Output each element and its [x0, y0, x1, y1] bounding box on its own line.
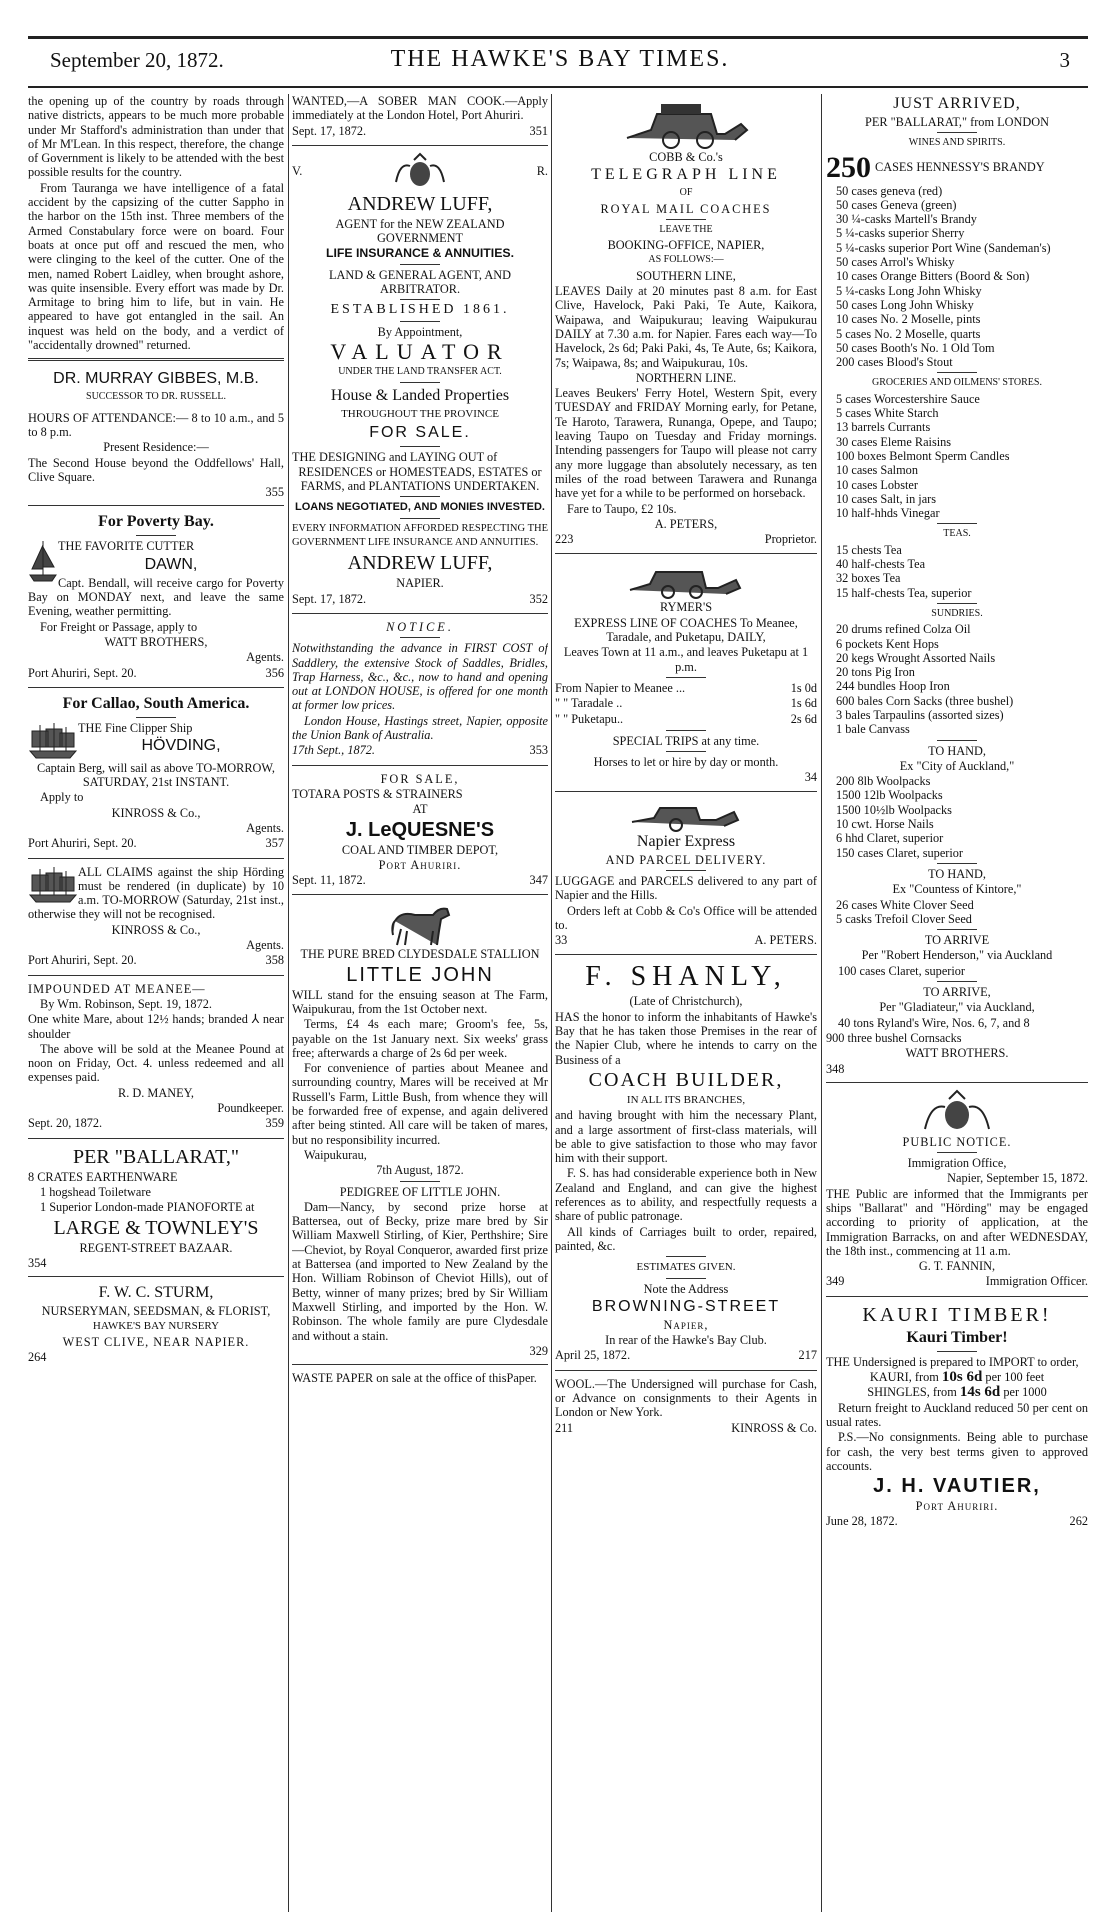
ad-heading: PER "BALLARAT,"	[73, 1145, 239, 1168]
ad-place: Port Ahuriri.	[378, 857, 462, 872]
sundries-list	[826, 622, 1088, 736]
list-item: 15 half-chests Tea, superior	[836, 585, 972, 600]
fare-price: 1s 0d	[790, 680, 817, 695]
ad-number: 329	[529, 1343, 548, 1358]
fare-route: " " Puketapu..	[555, 711, 624, 726]
ad-line: Fare to Taupo, £2 10s.	[567, 501, 677, 516]
ad-heading: For Callao, South America.	[62, 694, 250, 712]
ad-line: SPECIAL TRIPS at any time.	[612, 733, 760, 748]
agent-title: LAND & GENERAL AGENT, AND ARBITRATOR.	[328, 267, 512, 297]
list-item: 5 ¼-casks superior Port Wine (Sandeman's)	[836, 240, 1051, 255]
officer-role: Poundkeeper.	[217, 1101, 284, 1116]
ad-body: Capt. Bendall, will receive cargo for Poverty Bay on MONDAY next, and leave the same Evening, weather permitting.	[28, 575, 284, 619]
clipper-ship-icon	[28, 721, 78, 761]
ad-date: 7th August, 1872.	[376, 1163, 464, 1178]
list-item: 10 half-hhds Vinegar	[836, 506, 940, 521]
agent-role: Agents.	[246, 938, 284, 953]
ad-subheading: Kauri Timber!	[906, 1328, 1008, 1346]
doctor-name: DR. MURRAY GIBBES, M.B.	[53, 370, 259, 388]
list-item: 26 cases White Clover Seed	[836, 897, 974, 912]
ad-date: Sept. 17, 1872.	[292, 123, 367, 138]
officer-name: R. D. MANEY,	[118, 1085, 194, 1100]
section-heading: TO HAND,	[928, 866, 986, 881]
ad-body: THE Public are informed that the Immigrants per ships "Ballarat" and "Hörding" may be engaged according to priority of application, at the Immigration Barracks, on and after WEDNESDAY, the 18th inst., commencing at 11 a.m.	[826, 1186, 1088, 1258]
royal-arms-icon	[390, 152, 450, 192]
list-item: 10 cases Salt, in jars	[836, 491, 937, 506]
list-item: 10 cases Lobster	[836, 477, 918, 492]
ad-body: Dam—Nancy, by second prize horse at Battersea, out of Becky, prize mare bred by Sir William Maxwell Stirling, of Kier, Perthshire; Sire—Cheviot, by Royal Conqueror, awarded first prize at Battersea (and imported to New Zealand by the Hon. William Robinson of Cheviot Hills), out of Betty, winner of many prizes; bred by Sir William Maxwell Stirling, and imported by the Hon. W. Robinson. The whole family are pure Clydesdale and without a stain.	[292, 1199, 548, 1343]
ad-body: EXPRESS LINE OF COACHES To Meanee, Taradale, and Puketapu, DAILY,	[574, 615, 798, 645]
ad-number: 358	[265, 953, 284, 968]
ad-heading: KAURI TIMBER!	[862, 1303, 1052, 1326]
to-hand-list	[826, 774, 1088, 860]
ad-heading: FOR SALE,	[380, 771, 460, 786]
agent-name: ANDREW LUFF,	[347, 552, 493, 575]
quantity-250: 250	[826, 150, 871, 184]
list-item: 5 cases No. 2 Moselle, quarts	[836, 326, 981, 341]
ad-line: Leaves Town at 11 a.m., and leaves Puketapu at 1 p.m.	[563, 645, 809, 674]
ad-number: 352	[529, 591, 548, 606]
ad-line: By Appointment,	[377, 324, 463, 339]
list-item: 100 boxes Belmont Sperm Candles	[836, 448, 1010, 463]
ad-number: 351	[529, 123, 548, 138]
sailing-ship-icon	[28, 539, 58, 583]
list-item: 30 ¼-casks Martell's Brandy	[836, 212, 977, 227]
list-item: 30 cases Eleme Raisins	[836, 434, 952, 449]
ad-date: April 25, 1872.	[555, 1348, 631, 1363]
price-unit: per 1000	[1003, 1385, 1047, 1400]
ad-body: HAS the honor to inform the inhabitants of Hawke's Bay that he has taken those Premises in the rear of the Napier Club, where he intends to carry on the Business of a	[555, 1009, 817, 1067]
column-3	[555, 94, 817, 1916]
list-item: 32 boxes Tea	[836, 571, 901, 586]
ad-heading: Napier Express	[636, 832, 736, 850]
ad-heading: For Poverty Bay.	[98, 513, 214, 531]
ship-line: Per "Robert Henderson," via Auckland	[861, 948, 1053, 963]
ad-place: Port Ahuriri, Sept. 20.	[28, 836, 137, 851]
ad-line: IN ALL ITS BRANCHES,	[626, 1093, 746, 1106]
ad-date: Napier, September 15, 1872.	[947, 1171, 1088, 1186]
ad-place: Napier,	[663, 1317, 709, 1332]
doctor-hours: HOURS OF ATTENDANCE:— 8 to 10 a.m., and 5 to 8 p.m.	[28, 410, 284, 439]
ad-number: 262	[1069, 1514, 1088, 1529]
proprietor-name: A. PETERS,	[654, 516, 718, 531]
ad-heading: House & Landed Properties	[330, 387, 510, 405]
firm-address: BROWNING-STREET	[591, 1297, 781, 1315]
newspaper-title: THE HAWKE'S BAY TIMES.	[390, 46, 730, 72]
insurance-heading: LIFE INSURANCE & ANNUITIES.	[325, 246, 515, 261]
list-item: 40 half-chests Tea	[836, 557, 926, 572]
ad-date: June 28, 1872.	[826, 1514, 898, 1529]
issue-date: September 20, 1872.	[50, 48, 224, 72]
ad-body: Return freight to Auckland reduced 50 per cent on usual rates.	[826, 1400, 1088, 1429]
list-item: 5 casks Trefoil Clover Seed	[836, 911, 972, 926]
route-heading: SOUTHERN LINE,	[636, 268, 736, 283]
ad-date: Sept. 20, 1872.	[28, 1116, 103, 1131]
ad-line: THE FAVORITE CUTTER	[58, 539, 195, 554]
agent-role: Agents.	[246, 820, 284, 835]
horse-icon	[385, 901, 455, 947]
ad-heading: RYMER'S	[659, 600, 713, 615]
ad-date: Sept. 11, 1872.	[292, 873, 366, 888]
list-item: 20 drums refined Colza Oil	[836, 622, 971, 637]
firm-name: F. SHANLY,	[585, 961, 787, 993]
list-item: 10 cwt. Horse Nails	[836, 817, 934, 832]
ad-line: 1 Superior London-made PIANOFORTE at	[40, 1200, 255, 1215]
ad-place: Waipukurau,	[304, 1147, 367, 1162]
ad-body: Captain Berg, will sail as above TO-MORROW, SATURDAY, 21st INSTANT.	[37, 760, 275, 790]
section-heading: GROCERIES AND OILMENS' STORES.	[872, 377, 1042, 389]
ad-body: EVERY INFORMATION AFFORDED RESPECTING THE GOVERNMENT LIFE INSURANCE AND ANNUITIES.	[292, 522, 548, 549]
list-item: 20 kegs Wrought Assorted Nails	[836, 650, 996, 665]
firm-address: WEST CLIVE, NEAR NAPIER.	[62, 1334, 250, 1349]
ad-body: THE DESIGNING and LAYING OUT of	[292, 449, 498, 464]
ad-body: WANTED,—A SOBER MAN COOK.—Apply immediately at the London Hotel, Port Ahuriri.	[292, 94, 548, 123]
section-heading: TO ARRIVE	[924, 933, 990, 948]
ad-heading: THE PURE BRED CLYDESDALE STALLION	[300, 947, 540, 962]
list-item: 600 bales Corn Sacks (three bushel)	[836, 693, 1014, 708]
ad-body: RESIDENCES or HOMESTEADS, ESTATES or FARMS, and PLANTATIONS UNDERTAKEN.	[298, 464, 542, 494]
ad-line: THE Fine Clipper Ship	[78, 720, 193, 735]
valuator-heading: VALUATOR	[330, 338, 510, 364]
ad-line: BOOKING-OFFICE, NAPIER,	[607, 238, 765, 253]
ship-line: Per "Gladiateur," via Auckland,	[879, 1000, 1035, 1015]
agent-title: AGENT for the NEW ZEALAND GOVERNMENT	[335, 216, 505, 246]
ad-place: Port Ahuriri.	[915, 1499, 999, 1514]
page-number: 3	[1059, 48, 1070, 72]
clipper-ship-icon	[28, 865, 78, 905]
ship-line: Ex "City of Auckland,"	[899, 758, 1015, 773]
list-item: 244 bundles Hoop Iron	[836, 679, 950, 694]
royal-monogram-r: R.	[536, 164, 548, 179]
list-item: 15 chests Tea	[836, 542, 902, 557]
express-cart-icon	[626, 798, 746, 832]
ship-name: DAWN,	[144, 555, 198, 573]
list-item: 10 cases Orange Bitters (Boord & Son)	[836, 269, 1030, 284]
ad-line: COBB & Co.'s	[649, 150, 723, 164]
ad-body: WASTE PAPER on sale at the office of thisPaper.	[292, 1371, 537, 1386]
ad-number: 34	[804, 770, 817, 785]
section-heading: SUNDRIES.	[931, 607, 983, 619]
coach-icon	[626, 560, 746, 600]
column-1	[28, 94, 284, 1916]
ad-number: 264	[28, 1350, 47, 1364]
ad-body: WILL stand for the ensuing season at The Farm, Waipukurau, from the 1st October next.	[292, 987, 548, 1016]
list-item: 6 hhd Claret, superior	[836, 831, 944, 846]
ad-number: 355	[265, 485, 284, 500]
ad-line: TOTARA POSTS & STRAINERS	[292, 786, 463, 801]
price-value: 10s 6d	[941, 1369, 983, 1386]
ad-number: 349	[826, 1274, 845, 1289]
ad-date: Sept. 17, 1872.	[292, 591, 367, 606]
ad-number: 354	[28, 1255, 47, 1270]
firm-name: F. W. C. STURM,	[98, 1284, 214, 1302]
royal-arms-icon	[917, 1089, 997, 1135]
tea-list	[826, 543, 1088, 600]
masthead	[40, 40, 1080, 80]
to-hand-list	[826, 898, 1088, 927]
ad-body: THE Undersigned is prepared to IMPORT to order,	[826, 1354, 1079, 1369]
ad-body: P.S.—No consignments. Being able to purchase for cash, the very best terms given to approved accounts.	[826, 1430, 1088, 1473]
ad-address: London House, Hastings street, Napier, opposite the Union Bank of Australia.	[292, 713, 548, 743]
section-heading: TO HAND,	[928, 743, 986, 758]
proprietor-role: Proprietor.	[764, 532, 817, 547]
ad-body: and having brought with him the necessary Plant, and a large assortment of first-class materials, will be able to give satisfaction to those who may favor him with their support.	[555, 1108, 817, 1166]
ad-line: 8 CRATES EARTHENWARE	[28, 1169, 178, 1184]
product-line: CASES HENNESSY'S BRANDY	[875, 159, 1045, 174]
ad-heading: FOR SALE.	[369, 423, 471, 441]
ship-line: Ex "Countess of Kintore,"	[892, 882, 1022, 897]
ad-heading: COACH BUILDER,	[588, 1068, 784, 1091]
ad-number: 217	[798, 1348, 817, 1363]
royal-monogram-v: V.	[292, 164, 303, 179]
ad-line: For Freight or Passage, apply to	[40, 619, 198, 634]
list-item: 10 cases Salmon	[836, 463, 918, 478]
mail-coach-icon	[621, 94, 751, 150]
ad-number: 33	[555, 933, 568, 948]
ad-body: For convenience of parties about Meanee and surrounding country, Mares will be received at Mr Russell's Farm, Little Bush, from whence they will be forwarded free of expense, and again delivered after being stinted. All care will be taken of mares, but no responsibility incurred.	[292, 1061, 548, 1147]
fare-price: 1s 6d	[790, 696, 817, 711]
ad-heading: PEDIGREE OF LITTLE JOHN.	[339, 1184, 501, 1199]
list-item: 50 cases Arrol's Whisky	[836, 255, 955, 270]
list-item: 3 bales Tarpaulins (assorted sizes)	[836, 707, 1004, 722]
firm-trade: COAL AND TIMBER DEPOT,	[341, 842, 499, 857]
ad-heading: IMPOUNDED AT MEANEE—	[28, 981, 206, 996]
ad-number: 357	[265, 836, 284, 851]
ad-heading: NOTICE.	[386, 619, 454, 634]
ad-line: AS FOLLOWS:—	[648, 254, 724, 266]
firm-name: KINROSS & Co.	[731, 1420, 817, 1435]
stores-list	[826, 392, 1088, 521]
doctor-successor: SUCCESSOR TO DR. RUSSELL.	[86, 391, 226, 403]
list-item: 5 cases White Starch	[836, 406, 939, 421]
price-value: 14s 6d	[959, 1384, 1001, 1401]
doctor-residence: Present Residence:—	[103, 440, 209, 455]
list-item: 900 three bushel Cornsacks	[826, 1030, 962, 1045]
ad-line: LEAVE THE	[659, 223, 713, 235]
fare-route: From Napier to Meanee ...	[555, 680, 686, 695]
firm-name: J. LeQUESNE'S	[345, 818, 495, 841]
established: ESTABLISHED 1861.	[330, 302, 510, 318]
firm-name: WATT BROTHERS.	[905, 1046, 1009, 1061]
ad-number: 356	[265, 665, 284, 680]
agent-name: WATT BROTHERS,	[104, 634, 208, 649]
ad-line: Apply to	[40, 790, 84, 805]
list-item: 50 cases Booth's No. 1 Old Tom	[836, 340, 995, 355]
section-heading: TEAS.	[943, 528, 971, 540]
list-item: 20 tons Pig Iron	[836, 665, 915, 680]
ad-number: 223	[555, 532, 574, 547]
price-item: KAURI, from	[869, 1370, 939, 1385]
ad-body: Notwithstanding the advance in FIRST COST of Saddlery, the extensive Stock of Saddles, Bridles, Trap Harness, &c., &c., now to hand and opening out at LONDON HOUSE, is offered for one month at former low prices.	[292, 641, 548, 713]
agent-name: KINROSS & Co.,	[111, 805, 201, 820]
ad-body: WOOL.—The Undersigned will purchase for Cash, or Advance on consignments to their Agents in London or New York.	[555, 1376, 817, 1420]
list-item: 1500 12lb Woolpacks	[836, 788, 943, 803]
doctor-address: The Second House beyond the Oddfellows' Hall, Clive Square.	[28, 455, 284, 484]
ad-heading: JUST ARRIVED,	[893, 95, 1021, 112]
ad-line: Horses to let or hire by day or month.	[593, 755, 779, 770]
ad-number: 211	[555, 1420, 573, 1435]
price-item: SHINGLES, from	[867, 1385, 957, 1400]
spirits-list	[826, 184, 1088, 370]
route-heading: NORTHERN LINE.	[635, 370, 737, 385]
ad-line: Note the Address	[643, 1281, 729, 1296]
list-item: 50 cases Geneva (green)	[836, 197, 957, 212]
ad-number: 348	[826, 1061, 845, 1076]
list-item: 150 cases Claret, superior	[836, 845, 964, 860]
ad-line: In rear of the Hawke's Bay Club.	[605, 1333, 767, 1348]
news-paragraph: the opening up of the country by roads through native districts, appears to be much more probable under Mr Stafford's administration than under that of Mr M'Lean. In this respect, therefore, the change of Government is likely to be attended with the best possible results for the country.	[28, 94, 284, 180]
section-heading: WINES AND SPIRITS.	[908, 137, 1006, 149]
firm-trade: NURSERYMAN, SEEDSMAN, & FLORIST,	[41, 1304, 271, 1319]
ad-body: ALL CLAIMS against the ship Hörding must be rendered (in duplicate) by 10 a.m. TO-MORROW (Saturday, 21st inst., otherwise they will not be recognised.	[28, 864, 284, 922]
ad-line: AND PARCEL DELIVERY.	[605, 852, 767, 867]
ad-number: 359	[265, 1116, 284, 1131]
stallion-name: LITTLE JOHN	[346, 963, 494, 986]
agent-name: ANDREW LUFF,	[347, 192, 493, 215]
agent-name: KINROSS & Co.,	[111, 922, 201, 937]
section-heading: TO ARRIVE,	[923, 985, 991, 1000]
list-item: 40 tons Ryland's Wire, Nos. 6, 7, and 8	[838, 1015, 1030, 1030]
ad-date: 17th Sept., 1872.	[292, 743, 375, 758]
ad-place: Port Ahuriri, Sept. 20.	[28, 953, 137, 968]
proprietor-name: A. PETERS.	[754, 933, 817, 948]
ad-line: LOANS NEGOTIATED, AND MONIES INVESTED.	[295, 501, 545, 514]
list-item: 5 ¼-casks Long John Whisky	[836, 283, 982, 298]
route-body: Leaves Beukers' Ferry Hotel, Western Spit, every TUESDAY and FRIDAY Morning early, for Petane, Te Haroto, Tarawera, Runanga, Opepe, and Taupo; leaving Taupo on Tuesday and Friday mornings. Intending passengers for Taupo will please not carry any more luggage than absolutely necessary, as ten miles of the road between Tarawera and Runanga have yet for a while to be performed on horseback.	[555, 386, 817, 501]
nursery-name: HAWKE'S BAY NURSERY	[92, 1320, 220, 1333]
list-item: 6 pockets Kent Hops	[836, 636, 939, 651]
column-4	[826, 94, 1088, 1916]
ad-number: 353	[529, 743, 548, 758]
ad-place: NAPIER.	[396, 576, 444, 591]
list-item: 10 cases No. 2 Moselle, pints	[836, 312, 981, 327]
ad-place: Port Ahuriri, Sept. 20.	[28, 665, 137, 680]
officer-role: Immigration Officer.	[985, 1274, 1088, 1289]
list-item: 200 cases Blood's Stout	[836, 355, 953, 370]
list-item: 5 cases Worcestershire Sauce	[836, 391, 980, 406]
column-2	[292, 94, 548, 1916]
agent-role: Agents.	[246, 650, 284, 665]
officer-name: G. T. FANNIN,	[918, 1259, 996, 1274]
list-item: 5 ¼-casks superior Sherry	[836, 226, 965, 241]
ad-body: F. S. has had considerable experience both in New Zealand and England, and can give the highest references as to ability, and respectfully requests a share of public patronage.	[555, 1166, 817, 1224]
firm-name: J. H. VAUTIER,	[873, 1475, 1041, 1498]
ad-line: AT	[412, 802, 428, 817]
price-unit: per 100 feet	[985, 1370, 1045, 1385]
list-item: 50 cases Long John Whisky	[836, 297, 974, 312]
ad-heading: ROYAL MAIL COACHES	[600, 201, 772, 216]
list-item: 200 8lb Woolpacks	[836, 774, 931, 789]
ad-line: Immigration Office,	[907, 1156, 1007, 1171]
list-item: 1500 10½lb Woolpacks	[836, 802, 952, 817]
route-body: LEAVES Daily at 20 minutes past 8 a.m. for East Clive, Havelock, Paki Paki, Te Aute, Kaikora, Waipawa, and Waipukurau; leaving Waipukurau DAILY at 7.30 a.m. for Napier. Fares each way—To Havelock, 2s 6d; Paki Paki, 4s, Te Aute, 6s; Kaikora, 7s; Waipawa, 8s; and Waipukurau, 10s.	[555, 284, 817, 370]
list-item: 100 cases Claret, superior	[838, 963, 966, 978]
ad-line: (Late of Christchurch),	[629, 994, 743, 1009]
fare-price: 2s 6d	[790, 711, 817, 726]
firm-address: REGENT-STREET BAZAAR.	[79, 1240, 233, 1255]
ad-line: UNDER THE LAND TRANSFER ACT.	[338, 365, 502, 377]
ship-name: HÖVDING,	[141, 737, 221, 755]
ad-line: By Wm. Robinson, Sept. 19, 1872.	[40, 996, 212, 1011]
ad-body: LUGGAGE and PARCELS delivered to any part of Napier and the Hills.	[555, 873, 817, 903]
ad-body: One white Mare, about 12½ hands; branded ⅄ near shoulder	[28, 1012, 284, 1041]
ad-line: PER "BALLARAT," from LONDON	[864, 115, 1049, 129]
ad-body: Terms, £4 4s each mare; Groom's fee, 5s, payable on the 1st January next. Six weeks' grass free; afterwards a charge of 2s 6d per week.	[292, 1017, 548, 1060]
news-paragraph: From Tauranga we have intelligence of a fatal accident by the capsizing of the cutter Sappho in the harbor on the 15th inst. Three members of the Armed Constabulary force were on board. Four boats at once put off and rescued the men, who were clinging to the keel of the cutter. One of the men, named Robert Laidley, when brought ashore, was quite insensible. Every effort was made by Dr. Armitage to bring him to life, but in vain. He appeared to have got entangled in the sail. An inquest was held on the body, and a verdict of "accidentally drowned" returned.	[28, 180, 284, 353]
list-item: 50 cases geneva (red)	[836, 183, 943, 198]
ad-heading: PUBLIC NOTICE.	[902, 1134, 1012, 1149]
ad-line: ESTIMATES GIVEN.	[636, 1261, 736, 1274]
ad-body: The above will be sold at the Meanee Pound at noon on Friday, Oct. 4. unless redeemed and all expenses paid.	[28, 1041, 284, 1085]
ad-body: Orders left at Cobb & Co's Office will be attended to.	[555, 903, 817, 932]
ad-heading: TELEGRAPH LINE	[591, 166, 781, 184]
ad-line: 1 hogshead Toiletware	[40, 1184, 151, 1199]
ad-line: OF	[679, 187, 693, 199]
list-item: 1 bale Canvass	[836, 722, 910, 737]
ad-number: 347	[529, 873, 548, 888]
ad-body: All kinds of Carriages built to order, repaired, painted, &c.	[555, 1224, 817, 1253]
fare-route: " " Taradale ..	[555, 696, 623, 711]
ad-line: THROUGHOUT THE PROVINCE	[341, 408, 499, 421]
list-item: 13 barrels Currants	[836, 420, 931, 435]
firm-name: LARGE & TOWNLEY'S	[53, 1216, 259, 1239]
